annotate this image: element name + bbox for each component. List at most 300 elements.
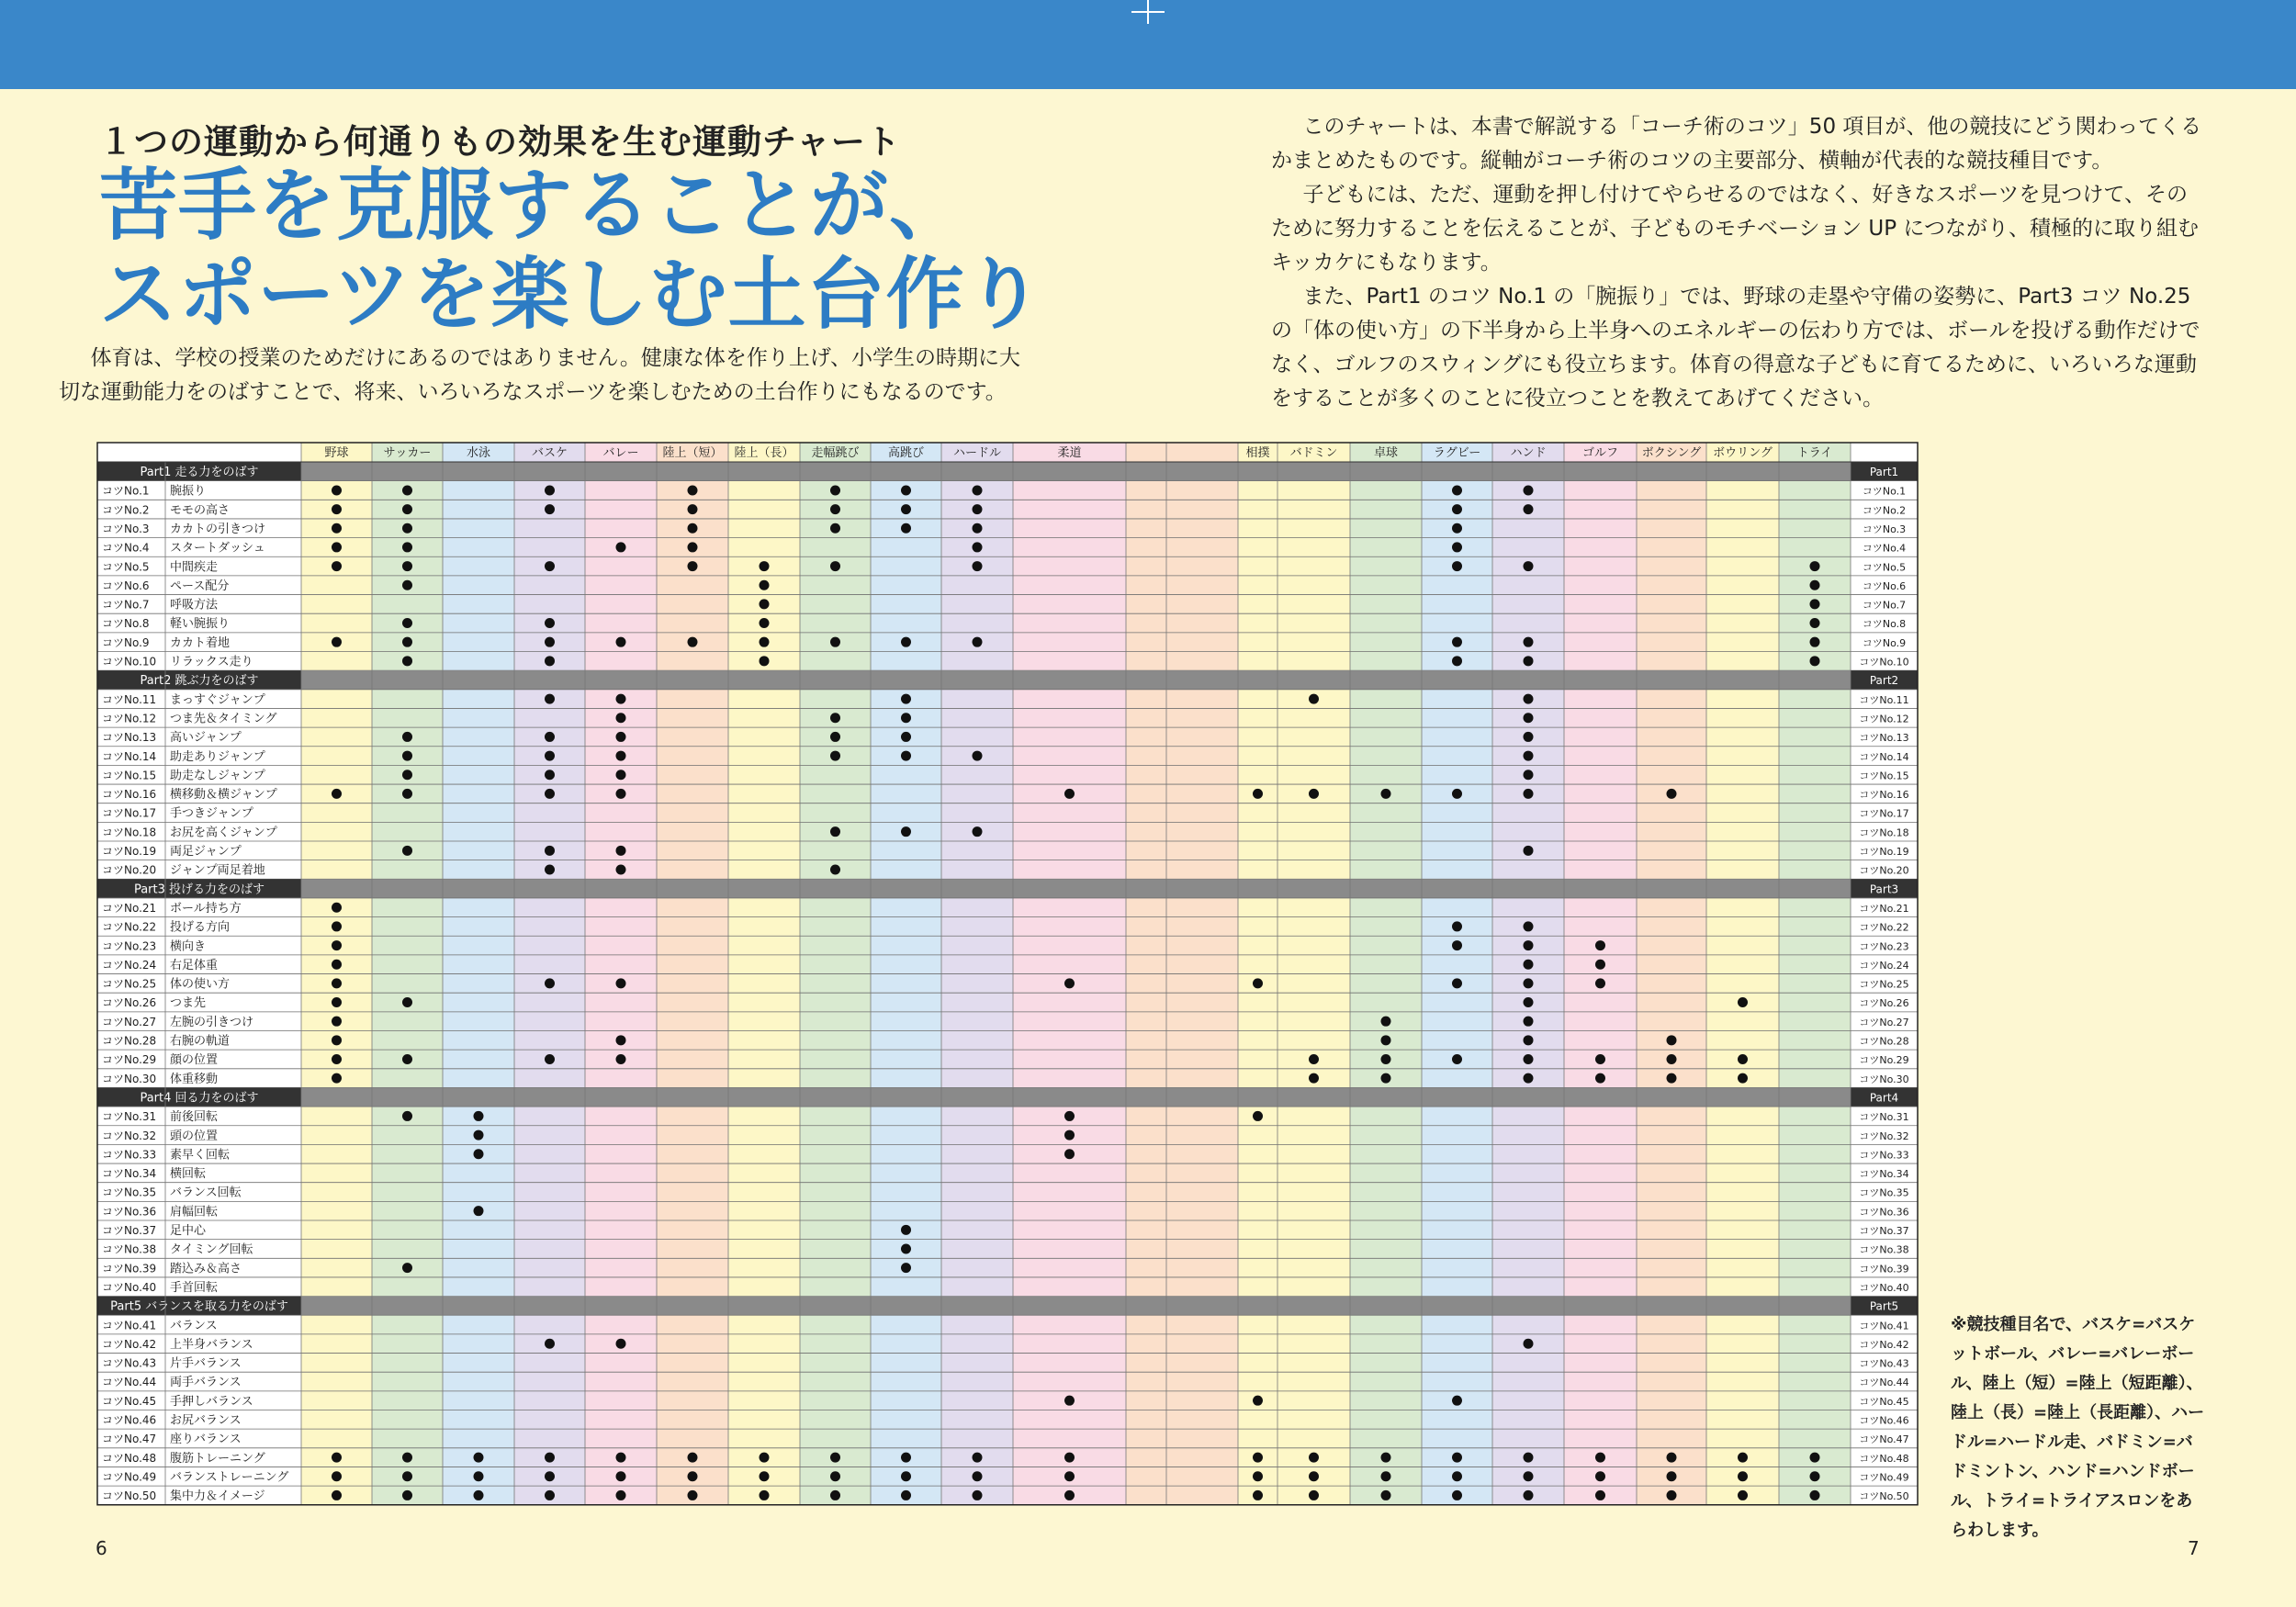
part-label-right: Part1: [1869, 466, 1899, 478]
tip-name: お尻バランス: [170, 1413, 242, 1428]
mark-dot: [545, 1453, 555, 1463]
tip-number: コツNo.3: [102, 522, 150, 535]
tip-name: カカトの引きつけ: [170, 522, 266, 536]
mark-dot: [1309, 1490, 1319, 1500]
tip-number: コツNo.7: [102, 598, 150, 612]
tip-name: 両足ジャンプ: [170, 845, 242, 859]
intro-paragraph-2: 子どもには、ただ、運動を押し付けてやらせるのではなく、好きなスポーツを見つけて、そのために努力することを伝えることが、子どものモチベーション UP につながり、積極的に取り組むキッカケにもなります。: [1271, 183, 2199, 275]
mark-dot: [474, 1206, 484, 1216]
mark-dot: [545, 1054, 555, 1064]
mark-dot: [545, 637, 555, 647]
mark-dot: [1253, 1490, 1263, 1500]
mark-dot: [760, 1471, 770, 1481]
mark-dot: [402, 1054, 412, 1064]
tip-name: 腕振り: [170, 484, 207, 499]
tip-name: 助走なしジャンプ: [170, 769, 265, 783]
mark-dot: [1064, 1111, 1075, 1121]
mark-dot: [1524, 656, 1534, 666]
title-line-1: 苦手を克服することが、: [99, 161, 969, 252]
mark-dot: [1524, 1453, 1534, 1463]
tip-number: コツNo.29: [102, 1053, 157, 1067]
mark-dot: [402, 846, 412, 856]
part-title: Part3 投げる力をのばす: [133, 882, 265, 897]
mark-dot: [332, 561, 342, 571]
mark-dot: [616, 637, 626, 647]
tip-name: バランス回転: [170, 1186, 242, 1200]
mark-dot: [332, 1073, 342, 1084]
intro-paragraph-3: また、Part1 のコツ No.1 の「腕振り」では、野球の走塁や守備の姿勢に、Part3 コツ No.25 の「体の使い方」の下半身から上半身へのエネルギーの伝わり方では、ボールを投げる動作だけでなく、ゴルフのスウィングにも役立ちます。体育の得意な子どもに育てるために、いろいろな運動をすることが多くのことに役立つことを教えてあげてください。: [1271, 285, 2200, 410]
column-header: ラグビー: [1433, 446, 1481, 460]
mark-dot: [1667, 1073, 1677, 1084]
tip-number: コツNo.4: [102, 541, 150, 555]
mark-dot: [688, 485, 698, 495]
abbreviation-note: ※競技種目名で、バスケ=バスケットボール、バレー=バレーボール、陸上（短）=陸上（短距離）、陸上（長）=陸上（長距離）、ハードル=ハードル走、バドミン=バドミントン、ハンド=ハンドボール、トライ=トライアスロンをあらわします。: [1951, 1315, 2205, 1540]
mark-dot: [402, 656, 412, 666]
mark-dot: [1309, 1471, 1319, 1481]
mark-dot: [545, 1490, 555, 1500]
mark-dot: [1452, 1054, 1462, 1064]
tip-number-right: コツNo.44: [1859, 1377, 1909, 1389]
lead-text: 体育は、学校の授業のためだけにあるのではありません。健康な体を作り上げ、小学生の時期に大切な運動能力をのばすことで、将来、いろいろなスポーツを楽しむための土台作りにもなるのです。: [59, 346, 1020, 404]
mark-dot: [616, 770, 626, 780]
mark-dot: [830, 485, 840, 495]
mark-dot: [402, 580, 412, 590]
column-header: トライ: [1796, 446, 1833, 460]
tip-number: コツNo.11: [102, 692, 157, 706]
tip-number: コツNo.18: [102, 826, 157, 839]
tip-number: コツNo.22: [102, 920, 157, 934]
tip-number: コツNo.13: [102, 731, 157, 745]
mark-dot: [332, 542, 342, 552]
mark-dot: [1064, 1149, 1075, 1159]
tip-name: 集中力＆イメージ: [170, 1489, 265, 1504]
mark-dot: [402, 637, 412, 647]
tip-number: コツNo.10: [102, 655, 157, 669]
tip-name: 横向き: [170, 939, 207, 954]
mark-dot: [1381, 1035, 1391, 1045]
mark-dot: [545, 1471, 555, 1481]
mark-dot: [332, 1453, 342, 1463]
mark-dot: [1452, 504, 1462, 514]
mark-dot: [1738, 1490, 1748, 1500]
mark-dot: [1738, 1471, 1748, 1481]
tip-number: コツNo.5: [102, 560, 150, 574]
mark-dot: [402, 561, 412, 571]
tip-name: 片手バランス: [170, 1356, 242, 1371]
mark-dot: [1810, 656, 1820, 666]
mark-dot: [1595, 1490, 1605, 1500]
mark-dot: [901, 1263, 911, 1273]
tip-name: 中間疾走: [170, 560, 219, 575]
mark-dot: [1064, 1490, 1075, 1500]
tip-number-right: コツNo.11: [1859, 693, 1909, 706]
mark-dot: [402, 789, 412, 799]
intro-paragraph-1: このチャートは、本書で解説する「コーチ術のコツ」50 項目が、他の競技にどう関わってくるかまとめたものです。縦軸がコーチ術のコツの主要部分、横軸が代表的な競技種目です。: [1271, 115, 2202, 173]
mark-dot: [1524, 1035, 1534, 1045]
mark-dot: [901, 504, 911, 514]
mark-dot: [545, 656, 555, 666]
part-label-right: Part5: [1869, 1299, 1899, 1313]
tip-number-right: コツNo.37: [1859, 1225, 1909, 1237]
tip-name: つま先＆タイミング: [170, 712, 277, 726]
mark-dot: [1064, 1453, 1075, 1463]
part-label-right: Part3: [1869, 882, 1899, 896]
tip-number: コツNo.2: [102, 503, 150, 517]
mark-dot: [1595, 1453, 1605, 1463]
tip-number: コツNo.21: [102, 901, 157, 915]
tip-number: コツNo.48: [102, 1451, 157, 1465]
mark-dot: [545, 751, 555, 761]
tip-name: 座りバランス: [170, 1433, 242, 1447]
mark-dot: [1381, 1073, 1391, 1084]
mark-dot: [402, 1490, 412, 1500]
mark-dot: [1524, 504, 1534, 514]
tip-name: つま先: [170, 996, 207, 1011]
column-header: ボクシング: [1641, 446, 1702, 460]
tip-number-right: コツNo.19: [1859, 846, 1909, 858]
mark-dot: [830, 1490, 840, 1500]
mark-dot: [1452, 637, 1462, 647]
mark-dot: [1524, 637, 1534, 647]
tip-number: コツNo.36: [102, 1205, 157, 1219]
tip-number-right: コツNo.45: [1859, 1395, 1909, 1408]
mark-dot: [1452, 656, 1462, 666]
mark-dot: [1810, 561, 1820, 571]
tip-number-right: コツNo.18: [1859, 826, 1909, 839]
mark-dot: [760, 1490, 770, 1500]
tip-number: コツNo.31: [102, 1110, 157, 1124]
tip-number-right: コツNo.24: [1859, 959, 1909, 972]
mark-dot: [616, 1339, 626, 1349]
mark-dot: [760, 599, 770, 609]
mark-dot: [545, 864, 555, 874]
mark-dot: [1524, 713, 1534, 723]
mark-dot: [1810, 580, 1820, 590]
mark-dot: [545, 485, 555, 495]
mark-dot: [830, 713, 840, 723]
mark-dot: [1524, 1017, 1534, 1027]
mark-dot: [688, 561, 698, 571]
tip-number: コツNo.32: [102, 1129, 157, 1142]
tip-number-right: コツNo.22: [1859, 921, 1909, 934]
mark-dot: [1667, 789, 1677, 799]
tip-name: 両手バランス: [170, 1376, 242, 1390]
mark-dot: [1064, 1130, 1075, 1141]
tip-number-right: コツNo.26: [1859, 997, 1909, 1010]
tip-number-right: コツNo.32: [1859, 1129, 1909, 1142]
part-band: [301, 1297, 1851, 1316]
mark-dot: [973, 561, 983, 571]
mark-dot: [1524, 751, 1534, 761]
tip-name: 左腕の引きつけ: [170, 1015, 254, 1029]
mark-dot: [616, 789, 626, 799]
mark-dot: [332, 485, 342, 495]
mark-dot: [616, 751, 626, 761]
tip-number-right: コツNo.8: [1862, 618, 1907, 631]
mark-dot: [1452, 921, 1462, 931]
mark-dot: [402, 504, 412, 514]
tip-name: 踏込み＆高さ: [170, 1262, 242, 1276]
mark-dot: [474, 1471, 484, 1481]
page-number-right: 7: [2188, 1537, 2200, 1559]
tip-number: コツNo.24: [102, 958, 157, 972]
mark-dot: [1309, 1054, 1319, 1064]
mark-dot: [830, 1453, 840, 1463]
tip-name: 肩幅回転: [170, 1205, 219, 1219]
mark-dot: [830, 864, 840, 874]
mark-dot: [1452, 1471, 1462, 1481]
tip-name: ペース配分: [170, 579, 230, 593]
tip-number-right: コツNo.10: [1859, 656, 1909, 669]
tip-number: コツNo.41: [102, 1319, 157, 1332]
mark-dot: [901, 713, 911, 723]
mark-dot: [402, 485, 412, 495]
tip-number-right: コツNo.21: [1859, 902, 1909, 915]
mark-dot: [973, 542, 983, 552]
tip-name: 投げる方向: [170, 920, 231, 935]
tip-number: コツNo.50: [102, 1489, 157, 1503]
tip-number-right: コツNo.17: [1859, 807, 1909, 820]
tip-number-right: コツNo.3: [1862, 523, 1907, 535]
tip-number: コツNo.27: [102, 1015, 157, 1028]
part-label-right: Part4: [1869, 1091, 1899, 1105]
mark-dot: [616, 1035, 626, 1045]
tip-number: コツNo.45: [102, 1394, 157, 1408]
mark-dot: [830, 504, 840, 514]
tip-number: コツNo.34: [102, 1167, 157, 1181]
mark-dot: [901, 523, 911, 534]
mark-dot: [1253, 1453, 1263, 1463]
tip-number-right: コツNo.27: [1859, 1016, 1909, 1028]
page-subtitle: １つの運動から何通りもの効果を生む運動チャート: [99, 122, 901, 162]
mark-dot: [545, 561, 555, 571]
mark-dot: [1667, 1453, 1677, 1463]
tip-name: 前後回転: [170, 1110, 219, 1125]
mark-dot: [1452, 542, 1462, 552]
tip-number: コツNo.6: [102, 579, 150, 592]
tip-name: まっすぐジャンプ: [170, 692, 265, 707]
mark-dot: [616, 978, 626, 988]
tip-number: コツNo.19: [102, 845, 157, 858]
tip-number-right: コツNo.34: [1859, 1168, 1909, 1181]
tip-number-right: コツNo.7: [1862, 599, 1907, 612]
column-header: 陸上（長）: [734, 446, 794, 460]
mark-dot: [901, 637, 911, 647]
mark-dot: [973, 523, 983, 534]
mark-dot: [1667, 1035, 1677, 1045]
mark-dot: [1667, 1471, 1677, 1481]
tip-name: 顔の位置: [170, 1053, 219, 1068]
mark-dot: [901, 1490, 911, 1500]
mark-dot: [1524, 789, 1534, 799]
tip-name: モモの高さ: [170, 503, 231, 518]
mark-dot: [901, 732, 911, 742]
mark-dot: [332, 940, 342, 950]
tip-number-right: コツNo.42: [1859, 1338, 1909, 1351]
tip-number-right: コツNo.15: [1859, 770, 1909, 782]
tip-number-right: コツNo.16: [1859, 789, 1909, 802]
mark-dot: [1452, 523, 1462, 534]
mark-dot: [616, 542, 626, 552]
column-header: 走幅跳び: [811, 446, 860, 460]
mark-dot: [1810, 599, 1820, 609]
mark-dot: [688, 542, 698, 552]
tip-number-right: コツNo.31: [1859, 1111, 1909, 1124]
mark-dot: [688, 1490, 698, 1500]
tip-name: 横移動＆横ジャンプ: [170, 788, 277, 803]
tip-name: 呼吸方法: [170, 598, 219, 612]
tip-number: コツNo.40: [102, 1280, 157, 1294]
mark-dot: [901, 1453, 911, 1463]
tip-name: バランス: [170, 1319, 218, 1333]
mark-dot: [402, 1453, 412, 1463]
mark-dot: [545, 504, 555, 514]
column-header: ボウリング: [1713, 446, 1773, 460]
mark-dot: [332, 1054, 342, 1064]
mark-dot: [1381, 1471, 1391, 1481]
mark-dot: [402, 770, 412, 780]
mark-dot: [402, 542, 412, 552]
mark-dot: [1524, 485, 1534, 495]
tip-number-right: コツNo.25: [1859, 978, 1909, 991]
mark-dot: [1524, 694, 1534, 704]
mark-dot: [760, 1453, 770, 1463]
mark-dot: [688, 1471, 698, 1481]
tip-number-right: コツNo.33: [1859, 1149, 1909, 1162]
part-band: [301, 670, 1851, 690]
mark-dot: [332, 504, 342, 514]
title-line-2: スポーツを楽しむ土台作り: [99, 250, 1044, 341]
mark-dot: [1524, 997, 1534, 1007]
mark-dot: [1253, 1396, 1263, 1406]
tip-number: コツNo.16: [102, 788, 157, 802]
mark-dot: [545, 789, 555, 799]
mark-dot: [760, 637, 770, 647]
tip-number: コツNo.49: [102, 1470, 157, 1484]
tip-number-right: コツNo.5: [1862, 561, 1907, 574]
mark-dot: [332, 978, 342, 988]
mark-dot: [1524, 940, 1534, 950]
mark-dot: [1452, 485, 1462, 495]
mark-dot: [973, 1453, 983, 1463]
tip-name: 右腕の軌道: [170, 1034, 231, 1049]
mark-dot: [973, 1471, 983, 1481]
tip-name: 頭の位置: [170, 1129, 219, 1143]
tip-number: コツNo.44: [102, 1376, 157, 1389]
column-header: バレー: [602, 446, 639, 460]
mark-dot: [830, 523, 840, 534]
mark-dot: [1253, 978, 1263, 988]
tip-number: コツNo.33: [102, 1148, 157, 1162]
tip-name: バランストレーニング: [170, 1470, 289, 1485]
mark-dot: [616, 1453, 626, 1463]
mark-dot: [973, 826, 983, 837]
tip-name: 横回転: [170, 1167, 207, 1182]
mark-dot: [1524, 846, 1534, 856]
mark-dot: [1667, 1490, 1677, 1500]
mark-dot: [402, 1111, 412, 1121]
tip-number-right: コツNo.46: [1859, 1414, 1909, 1427]
mark-dot: [1595, 1054, 1605, 1064]
tip-number-right: コツNo.39: [1859, 1263, 1909, 1275]
mark-dot: [830, 751, 840, 761]
mark-dot: [545, 694, 555, 704]
mark-dot: [616, 1490, 626, 1500]
column-header: 野球: [324, 446, 349, 460]
column-header: バドミン: [1289, 446, 1338, 460]
tip-number-right: コツNo.49: [1859, 1471, 1909, 1484]
mark-dot: [973, 751, 983, 761]
column-header: ゴルフ: [1581, 446, 1619, 460]
column-header: 相撲: [1245, 446, 1270, 460]
mark-dot: [616, 846, 626, 856]
tip-number: コツNo.46: [102, 1413, 157, 1427]
tip-number-right: コツNo.40: [1859, 1281, 1909, 1294]
tip-name: 上半身バランス: [170, 1337, 253, 1352]
mark-dot: [830, 732, 840, 742]
mark-dot: [332, 997, 342, 1007]
mark-dot: [1524, 561, 1534, 571]
mark-dot: [616, 732, 626, 742]
tip-number-right: コツNo.29: [1859, 1054, 1909, 1067]
mark-dot: [332, 1471, 342, 1481]
mark-dot: [402, 523, 412, 534]
tip-number: コツNo.25: [102, 977, 157, 991]
tip-number-right: コツNo.36: [1859, 1206, 1909, 1219]
tip-number: コツNo.26: [102, 996, 157, 1010]
mark-dot: [1309, 1073, 1319, 1084]
tip-number-right: コツNo.30: [1859, 1073, 1909, 1085]
mark-dot: [973, 637, 983, 647]
part-band: [301, 462, 1851, 481]
mark-dot: [760, 656, 770, 666]
mark-dot: [545, 732, 555, 742]
mark-dot: [901, 1471, 911, 1481]
mark-dot: [474, 1130, 484, 1141]
mark-dot: [545, 846, 555, 856]
mark-dot: [688, 504, 698, 514]
tip-name: ボール持ち方: [170, 901, 242, 916]
mark-dot: [1381, 1017, 1391, 1027]
tip-name: カカト着地: [170, 635, 231, 650]
mark-dot: [474, 1490, 484, 1500]
tip-name: 足中心: [170, 1224, 207, 1238]
tip-number-right: コツNo.2: [1862, 504, 1907, 517]
mark-dot: [402, 732, 412, 742]
tip-number-right: コツNo.6: [1862, 579, 1907, 592]
mark-dot: [402, 618, 412, 628]
tip-number: コツNo.17: [102, 806, 157, 820]
tip-name: 素早く回転: [170, 1148, 231, 1163]
part-band: [301, 1087, 1851, 1107]
mark-dot: [474, 1149, 484, 1159]
mark-dot: [1064, 978, 1075, 988]
column-header: バスケ: [531, 446, 568, 460]
mark-dot: [1738, 1453, 1748, 1463]
mark-dot: [1524, 1339, 1534, 1349]
mark-dot: [474, 1111, 484, 1121]
mark-dot: [402, 1471, 412, 1481]
mark-dot: [332, 903, 342, 913]
tip-name: 体の使い方: [170, 977, 231, 992]
column-header: 卓球: [1373, 446, 1399, 460]
tip-name: 手首回転: [170, 1280, 219, 1295]
tip-number: コツNo.14: [102, 749, 157, 763]
mark-dot: [1595, 940, 1605, 950]
mark-dot: [901, 1225, 911, 1235]
tip-number: コツNo.23: [102, 939, 157, 953]
tip-number: コツNo.12: [102, 712, 157, 725]
